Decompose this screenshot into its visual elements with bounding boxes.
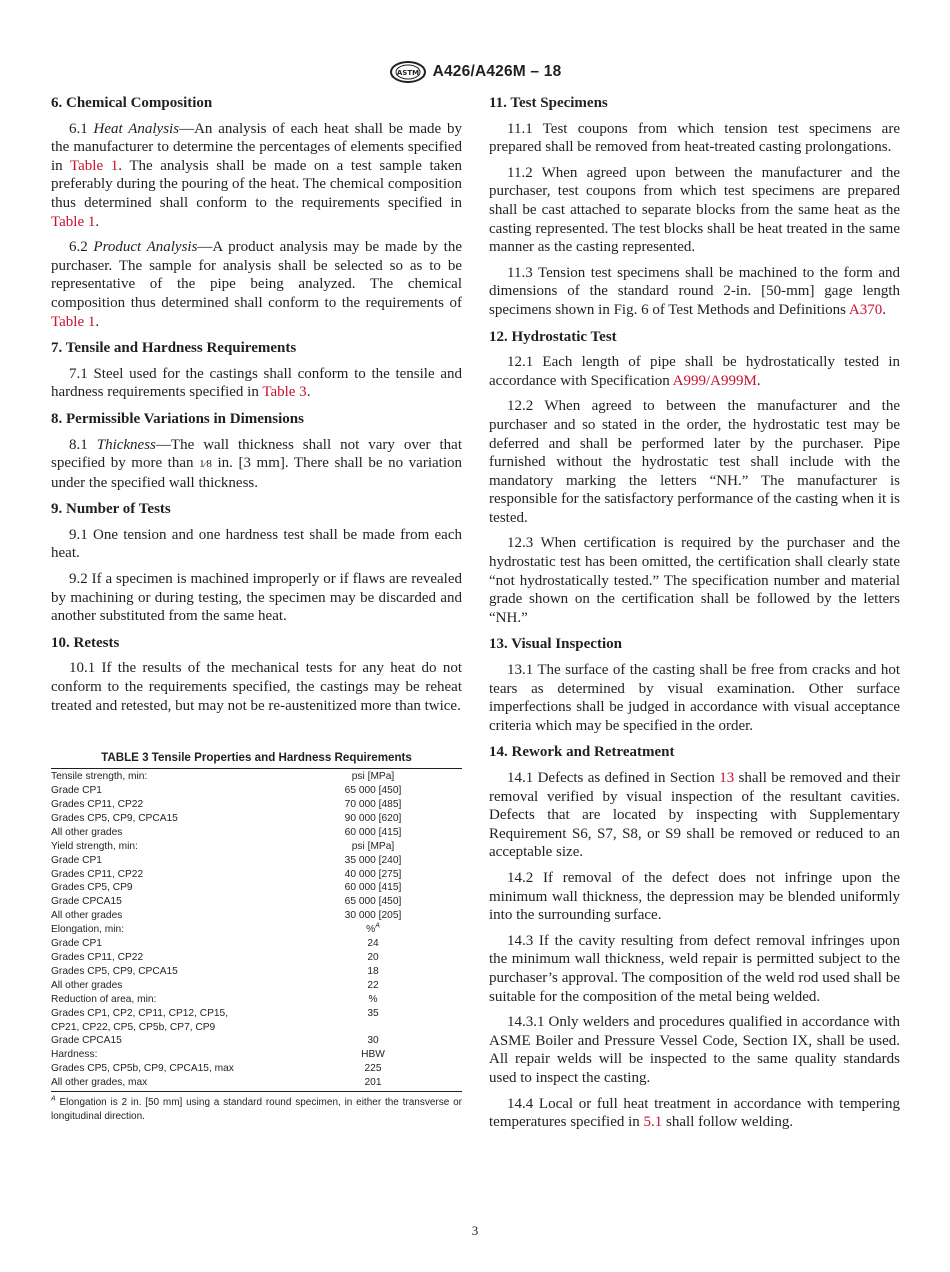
table-1-link[interactable]: Table 1: [70, 157, 119, 174]
section-heading: 11. Test Specimens: [489, 95, 608, 111]
table-cell-label: Grades CP1, CP2, CP11, CP12, CP15,: [51, 1007, 229, 1019]
table-row: [51, 868, 462, 882]
table-cell-label: All other grades: [51, 910, 123, 922]
section-heading: 9. Number of Tests: [51, 501, 171, 518]
table-cell-label: All other grades, max: [51, 1077, 148, 1089]
section-14: [489, 743, 900, 1131]
paragraph-12-2: 12.2 When agreed to between the manufacturer and the purchaser and so stated in the order, the hydrostatic test may be deferred and shall be performed later by the purchaser. Pipe furnished without the hydrostatic test shall include with the mandatory marking the letters “NH.” The manufacturer is responsible for the satisfactory performance of the casting when it is tested.: [489, 398, 900, 526]
table-cell-value: 225: [364, 1063, 382, 1075]
section-heading: 8. Permissible Variations in Dimensions: [51, 410, 304, 427]
table-row: [51, 909, 462, 923]
table-cell-value: 18: [367, 965, 379, 977]
a999-link[interactable]: A999/A999M: [672, 372, 757, 389]
paragraph-8-1: 8.1 Thickness—The wall thickness shall not vary over that specified by more than 1⁄8 in. [3 mm]. There shall be no variation under the specified wall thickness.: [51, 436, 462, 491]
table-cell-label: Tensile strength, min:: [51, 771, 148, 783]
document-id: A426/A426M – 18: [432, 63, 562, 80]
table-row: [51, 923, 462, 937]
paragraph-14-3-1: 14.3.1 Only welders and procedures qualified in accordance with ASME Boiler and Pressure Vessel Code, Section IX, shall be used. All repair welds will be inspected to the same quality standards used to inspect the casting.: [489, 1014, 900, 1086]
table-body: [51, 768, 462, 1092]
section-13: [489, 635, 900, 735]
table-cell-label: Grades CP5, CP9, CPCA15: [51, 965, 178, 977]
table-row: [51, 854, 462, 868]
table-cell-label: Grades CP5, CP9: [51, 882, 133, 894]
table-row: [51, 993, 462, 1007]
table-1-link[interactable]: Table 1: [51, 213, 96, 230]
table-footnote: $^A$ Elongation is 2 in. [50 mm] using a standard round specimen, in either the transverse or longitudinal direction.: [51, 1095, 462, 1122]
paragraph-12-3: 12.3 When certification is required by the purchaser and the hydrostatic test has been omitted, the certification shall clearly state “not hydrostatically tested.” The specification number and material grade shown on the certification shall be followed by the letters “NH.”: [489, 535, 900, 626]
table-1-link[interactable]: Table 1: [51, 313, 96, 330]
table-cell-value: 60 000 [415]: [344, 826, 402, 838]
right-column: [489, 94, 900, 1140]
table-cell-value: 35: [367, 1007, 379, 1019]
paragraph-14-3: 14.3 If the cavity resulting from defect removal infringes upon the minimum wall thickness, weld repair is permitted subject to the purchaser’s approval. The composition of the weld rod used shall be suitable for the composition of the metal being welded.: [489, 932, 900, 1005]
table-cell-value: 40 000 [275]: [344, 868, 402, 880]
table-row: [51, 951, 462, 965]
table-cell-value: 60 000 [415]: [344, 882, 402, 894]
paragraph-9-2: 9.2 If a specimen is machined improperly or if flaws are revealed by machining or during testing, the specimen may be discarded and another substituted from the same heat.: [51, 571, 462, 625]
table-row: [51, 784, 462, 798]
section-13-link[interactable]: 13: [719, 770, 735, 786]
table-row: [51, 1076, 462, 1090]
table-row: [51, 812, 462, 826]
table-cell-label: Yield strength, min:: [51, 840, 138, 852]
table-cell-label: Grades CP5, CP9, CPCA15: [51, 812, 178, 824]
table-cell-value: 35 000 [240]: [344, 854, 402, 866]
table-cell-label: Reduction of area, min:: [51, 993, 157, 1005]
table-row: [51, 1062, 462, 1076]
table-cell-value: %$^A$: [366, 922, 380, 936]
table-cell-value: %: [368, 993, 378, 1005]
paragraph-6-2: 6.2 Product Analysis—A product analysis may be made by the purchaser. The sample for analysis shall be selected so as to be representative of the pipe being analyzed. The chemical composition thus determined shall conform to the requirements of Table 1.: [51, 239, 463, 330]
table-cell-label: CP21, CP22, CP5, CP5b, CP7, CP9: [51, 1021, 216, 1033]
table-cell-value: 65 000 [450]: [344, 896, 402, 908]
table-cell-label: Grades CP11, CP22: [51, 952, 144, 963]
section-8: [51, 410, 462, 492]
paragraph-14-2: 14.2 If removal of the defect does not infringe upon the minimum wall thickness, the depression may be blended uniformly into the surrounding surface.: [489, 869, 900, 924]
section-12: [489, 328, 900, 628]
table-cell-value: 22: [367, 979, 379, 991]
a370-link[interactable]: A370: [848, 301, 883, 318]
table-cell-value: 90 000 [620]: [344, 812, 402, 824]
paragraph-9-1: 9.1 One tension and one hardness test shall be made from each heat.: [51, 526, 462, 562]
table-row: [51, 840, 462, 854]
page-number: 3: [471, 1223, 479, 1238]
section-heading: 14. Rework and Retreatment: [489, 744, 675, 761]
table-row: [51, 881, 462, 895]
section-7: [51, 339, 462, 402]
table-3-link[interactable]: Table 3: [262, 384, 307, 401]
section-heading: 6. Chemical Composition: [51, 95, 213, 111]
section-10: [51, 634, 462, 715]
footnote-marker: A: [375, 922, 380, 930]
paragraph-11-1: 11.1 Test coupons from which tension test specimens are prepared shall be removed from heat-treated casting prolongations.: [489, 120, 900, 156]
section-9: [51, 500, 462, 626]
table-cell-label: Grades CP11, CP22: [51, 799, 144, 811]
table-cell-label: Grade CP1: [51, 854, 102, 866]
paragraph-10-1: 10.1 If the results of the mechanical tests for any heat do not conform to the requirements specified, the castings may be reheat treated and retested, but may not be re-austenitized more than twice.: [51, 660, 462, 714]
table-cell-label: Elongation, min:: [51, 924, 125, 936]
table-row: [51, 937, 462, 951]
table-cell-label: Grade CP1: [51, 785, 102, 797]
table-cell-label: Grade CPCA15: [51, 896, 122, 908]
table-3: [51, 751, 462, 1123]
table-row: [51, 979, 462, 993]
astm-logo-icon: [389, 61, 427, 83]
paragraph-14-4: 14.4 Local or full heat treatment in accordance with tempering temperatures specified in 5.1 shall follow welding.: [489, 1095, 900, 1131]
paragraph-6-1: 6.1 Heat Analysis—An analysis of each heat shall be made by the manufacturer to determine the percentages of elements specified in Table 1. The analysis shall be made on a test sample taken preferably during the pouring of the heat. The chemical composition thus determined shall conform to the requirements specified in Table 1.: [51, 120, 462, 230]
section-heading: 7. Tensile and Hardness Requirements: [51, 340, 297, 357]
paragraph-14-1: 14.1 Defects as defined in Section 13 shall be removed and their removal verified by visual inspection of the resultant cavities. Defects that are located by inspecting with Supplementary Requirement S6, S7, S8, or S9 shall be removed or reduced to an acceptable size.: [489, 770, 900, 861]
table-cell-label: Grades CP5, CP5b, CP9, CPCA15, max: [51, 1063, 234, 1075]
table-cell-value: HBW: [361, 1049, 385, 1061]
table-cell-label: Grade CP1: [51, 938, 102, 950]
paragraph-11-2: 11.2 When agreed upon between the manufacturer and the purchaser, test coupons from which test specimens are prepared shall be cast attached to separate blocks from the same heat as the casting represented. The test blocks shall be heat treated in the same manner as the casting represented.: [489, 164, 900, 256]
table-cell-label: All other grades: [51, 979, 123, 991]
table-row: [51, 1034, 462, 1048]
page-header: [0, 60, 950, 84]
paragraph-11-3: 11.3 Tension test specimens shall be machined to the form and dimensions of the standard round 2-in. [50-mm] gage length specimens shown in Fig. 6 of Test Methods and Definitions A370.: [489, 264, 900, 318]
table-row: [51, 798, 462, 812]
table-cell-value: 24: [367, 938, 379, 950]
table-cell-label: Grade CPCA15: [51, 1035, 122, 1047]
table-row: [51, 895, 462, 909]
table-row: [51, 1007, 462, 1021]
table-cell-value: 70 000 [485]: [344, 799, 402, 811]
table-cell-value: 30 000 [205]: [344, 910, 402, 922]
table-row: [51, 1048, 462, 1062]
table-row: [51, 965, 462, 979]
table-row: [51, 770, 462, 784]
section-heading: 12. Hydrostatic Test: [489, 328, 617, 345]
table-cell-value: 20: [367, 952, 379, 963]
table-cell-value: psi [MPa]: [351, 840, 395, 852]
table-cell-label: All other grades: [51, 826, 123, 838]
paragraph-13-1: 13.1 The surface of the casting shall be free from cracks and hot tears as determined by visual examination. Other surface imperfections shall be judged in accordance with visual acceptance criteria which may be specified in the order.: [489, 662, 900, 734]
table-title: TABLE 3 Tensile Properties and Hardness Requirements: [101, 751, 412, 765]
section-heading: 13. Visual Inspection: [489, 636, 622, 653]
table-row: [51, 1021, 462, 1035]
table-cell-label: Hardness:: [51, 1049, 98, 1061]
section-11: [489, 94, 900, 320]
table-cell-label: Grades CP11, CP22: [51, 868, 144, 880]
section-5-1-link[interactable]: 5.1: [643, 1114, 663, 1131]
table-cell-value: 65 000 [450]: [344, 785, 402, 797]
paragraph-12-1: 12.1 Each length of pipe shall be hydrostatically tested in accordance with Specification A999/A999M.: [489, 354, 900, 389]
svg-text:ASTM: ASTM: [396, 69, 419, 77]
table-cell-value: psi [MPa]: [351, 771, 395, 783]
section-6: [51, 94, 462, 331]
table-cell-value: 201: [364, 1077, 382, 1089]
section-heading: 10. Retests: [51, 634, 120, 651]
paragraph-7-1: 7.1 Steel used for the castings shall conform to the tensile and hardness requirements specified in Table 3.: [51, 365, 462, 401]
table-cell-value: [309, 1021, 437, 1035]
table-row: [51, 826, 462, 840]
table-cell-value: 30: [367, 1035, 379, 1047]
left-column: [51, 94, 462, 1123]
